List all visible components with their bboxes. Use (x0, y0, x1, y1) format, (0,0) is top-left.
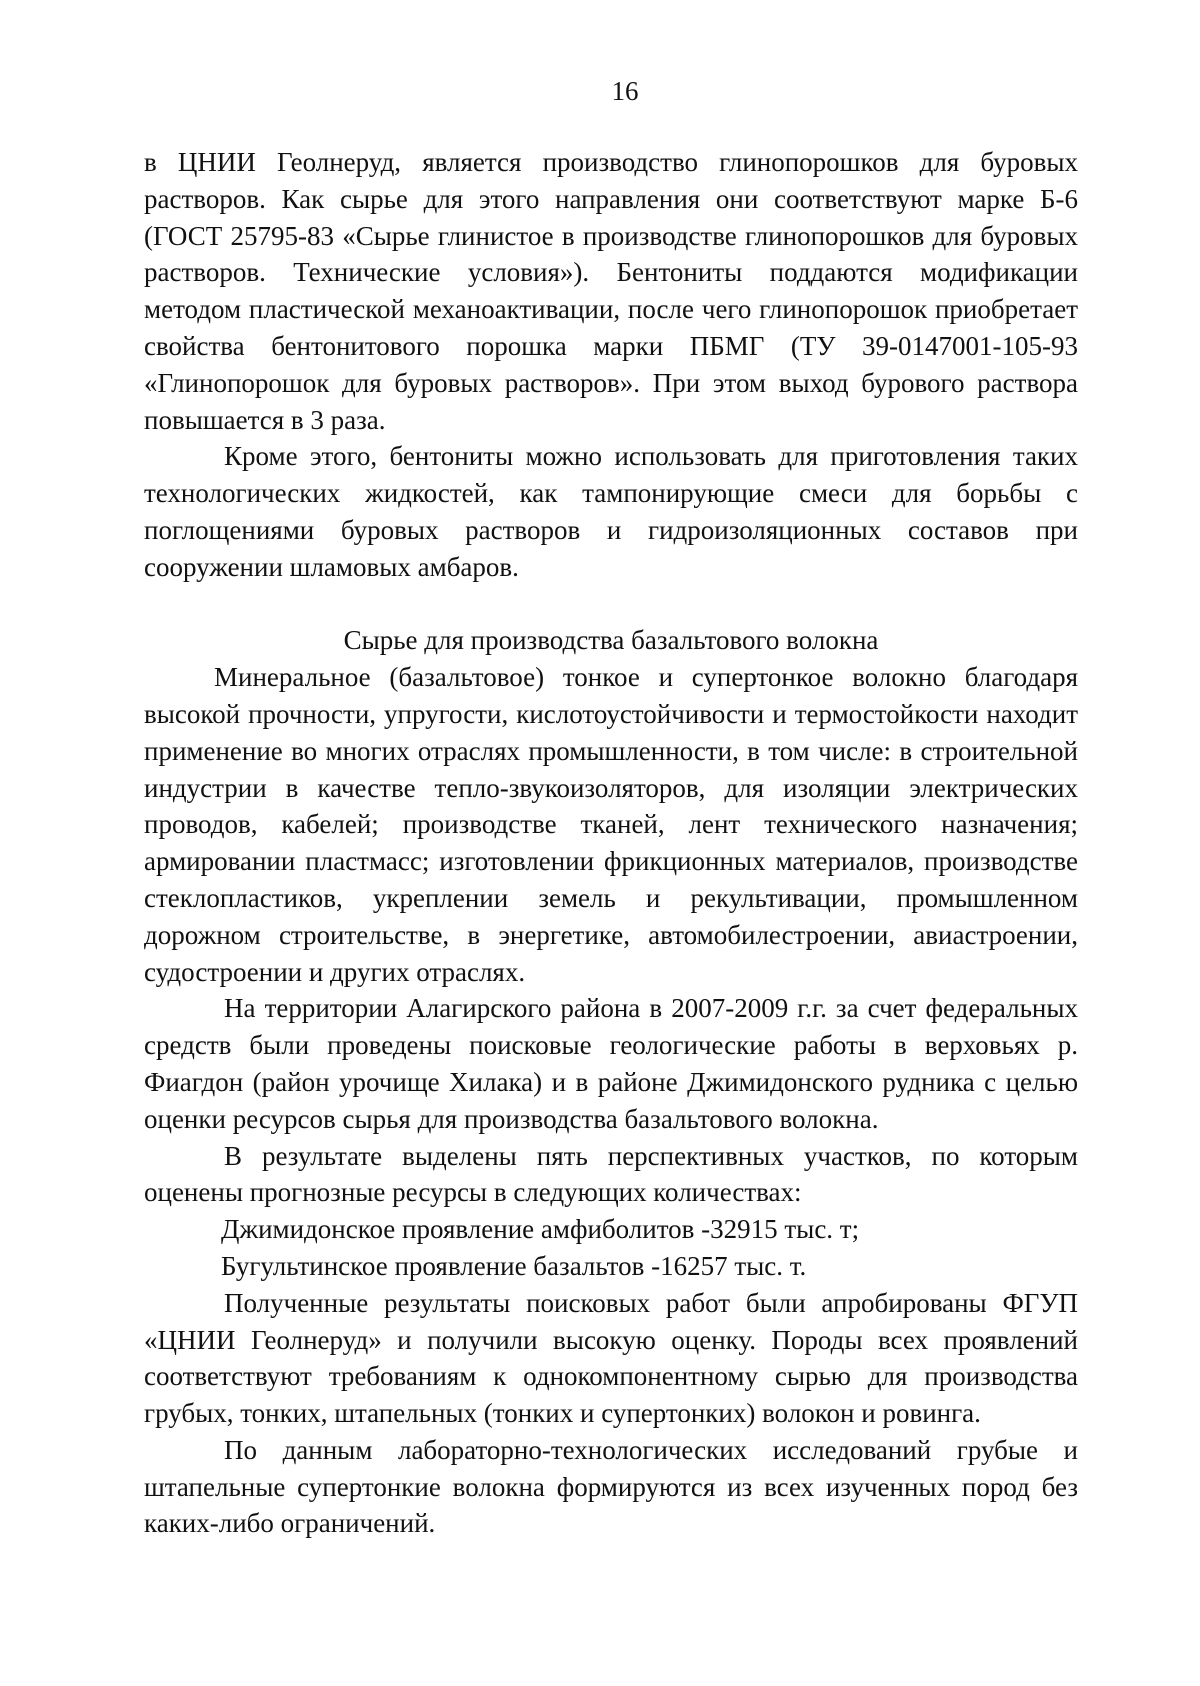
paragraph-prospective-areas: В результате выделены пять перспективных участков, по которым оценены прогнозные ресурсы в следующих количествах: (144, 1140, 1078, 1208)
paragraph-alagir-exploration: На территории Алагирского района в 2007-2009 г.г. за счет федеральных средств были проведены поисковые геологические работы в верховьях р. Фиагдон (район урочище Хилака) и в районе Джимидонского рудника с целью оценки ресурсов сырья для производства базальтового волокна. (144, 993, 1078, 1134)
paragraph-results-approved: Полученные результаты поисковых работ были апробированы ФГУП «ЦНИИ Геолнеруд» и получили высокую оценку. Породы всех проявлений соответствуют требованиям к однокомпонентному сырью для производства грубых, тонких, штапельных (тонких и супертонких) волокон и ровинга. (144, 1287, 1078, 1429)
paragraph-bentonite-other-uses: Кроме этого, бентониты можно использовать для приготовления таких технологических жидкостей, как тампонирующие смеси для борьбы с поглощениями буровых растворов и гидроизоляционных составов при сооружении шламовых амбаров. (144, 441, 1078, 582)
document-body (144, 144, 1078, 1542)
paragraph-basalt-fiber-uses: Минеральное (базальтовое) тонкое и супертонкое волокно благодаря высокой прочности, упругости, кислотоустойчивости и термостойкости находит применение во многих отраслях промышленности, в том числе: в строительной индустрии в качестве тепло-звукоизоляторов, для изоляции электрических проводов, кабелей; производстве тканей, лент технического назначения; армировании пластмасс; изготовлении фрикционных материалов, производстве стеклопластиков, укреплении земель и рекультивации, промышленном дорожном строительстве, в энергетике, автомобилестроении, авиастроении, судостроении и других отраслях. (144, 662, 1078, 987)
paragraph-bentonite-drilling: в ЦНИИ Геолнеруд, является производство глинопорошков для буровых растворов. Как сырье для этого направления они соответствуют марке Б-6 (ГОСТ 25795-83 «Сырье глинистое в производстве глинопорошков для буровых растворов. Технические условия»). Бентониты поддаются модификации методом пластической механоактивации, после чего глинопорошок приобретает свойства бентонитового порошка марки ПБМГ (ТУ 39-0147001-105-93 «Глинопорошок для буровых растворов». При этом выход бурового раствора повышается в 3 раза. (144, 147, 1078, 435)
section-heading: Сырье для производства базальтового волокна (343, 625, 879, 656)
paragraph-lab-studies: По данным лабораторно-технологических исследований грубые и штапельные супертонкие волокна формируются из всех изученных пород без каких-либо ограничений. (144, 1434, 1078, 1539)
list-item-dzhimidon: Джимидонское проявление амфиболитов -32915 тыс. т; (221, 1214, 860, 1245)
list-item-bugulta: Бугультинское проявление базальтов -16257 тыс. т. (221, 1250, 807, 1281)
page-number: 16 (611, 76, 639, 106)
